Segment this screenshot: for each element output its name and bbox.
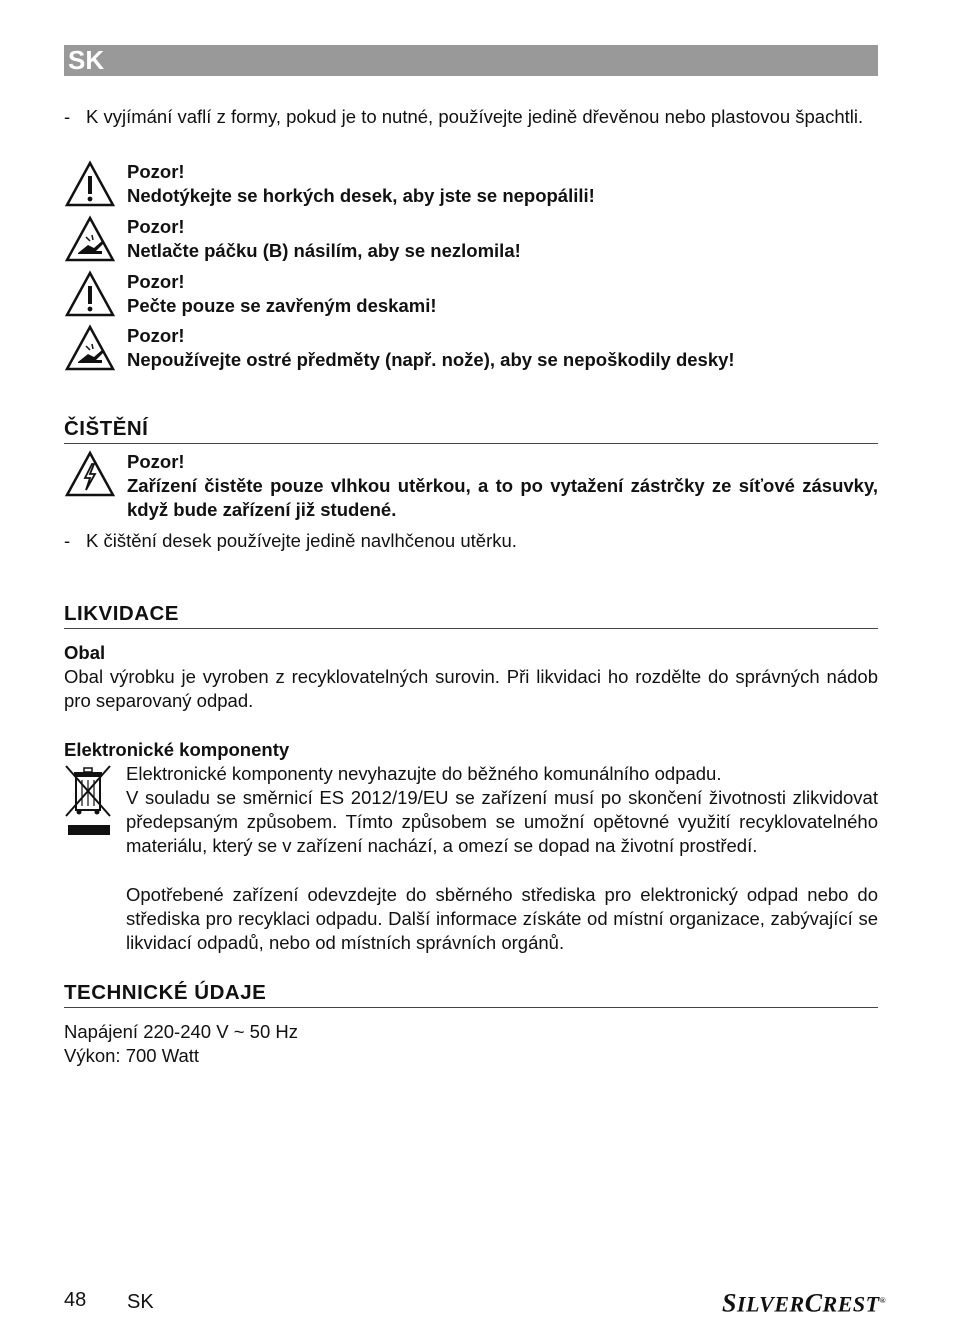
- warning-block-lever: [64, 215, 878, 263]
- tech-power-supply: Napájení 220-240 V ~ 50 Hz: [64, 1021, 298, 1042]
- packaging-text: Obal výrobku je vyroben z recyklovatelných surovin. Při likvidaci ho rozdělte do správných nádob pro separovaný odpad.: [64, 666, 878, 711]
- crossed-bin-icon: [64, 764, 112, 838]
- warning-triangle-icon: [64, 270, 116, 320]
- warning-block-sharp-objects: [64, 324, 878, 372]
- electronics-paragraph-3: Opotřebené zařízení odevzdejte do sběrného střediska pro elektronický odpad nebo do střediska pro recyklaci odpadu. Další informace získáte od místní organizace, zabývající se likvidací odpadů, nebo od místních správních orgánů.: [126, 884, 878, 953]
- brand-logo: SILVERCREST®: [722, 1288, 887, 1318]
- warning-block-hot-plates: [64, 160, 878, 208]
- electronics-heading: Elektronické komponenty: [64, 739, 290, 760]
- warning-title: Pozor!: [127, 271, 185, 292]
- electric-shock-warning-icon: [64, 450, 116, 500]
- intro-bullet: - K vyjímání vaflí z formy, pokud je to nutné, používejte jedině dřevěnou nebo plastovou špachtli.: [64, 106, 864, 127]
- warning-title: Pozor!: [127, 216, 185, 237]
- hand-crush-warning-icon: [64, 324, 116, 374]
- electronics-paragraph-2: V souladu se směrnicí ES 2012/19/EU se zařízení musí po skončení životnosti zlikvidovat předepsaným způsobem. Tímto způsobem se umožní opětovné využití recyklovatelného materiálu, který se v zařízení nachází, a omezí se dopad na životní prostředí.: [126, 787, 878, 856]
- warning-block-closed-plates: [64, 270, 878, 318]
- warning-text: Nedotýkejte se horkých desek, aby jste se nepopálili!: [127, 185, 595, 206]
- warning-triangle-icon: [64, 160, 116, 210]
- warning-block-cleaning: [64, 450, 878, 522]
- warning-title: Pozor!: [127, 451, 185, 472]
- packaging-heading: Obal: [64, 642, 106, 663]
- cleaning-bullet: - K čištění desek používejte jedině navlhčenou utěrku.: [64, 530, 517, 551]
- section-title-cleaning: ČIŠTĚNÍ: [64, 417, 878, 444]
- page-number: 48: [64, 1289, 87, 1311]
- language-header-bar: [64, 45, 878, 76]
- hand-crush-warning-icon: [64, 215, 116, 265]
- warning-text: Nepoužívejte ostré předměty (např. nože), aby se nepoškodily desky!: [127, 349, 735, 370]
- warning-text: Pečte pouze se zavřeným deskami!: [127, 295, 437, 316]
- warning-text: Netlačte páčku (B) násilím, aby se nezlomila!: [127, 240, 521, 261]
- warning-text: Zařízení čistěte pouze vlhkou utěrkou, a to po vytažení zástrčky ze síťové zásuvky, když bude zařízení již studené.: [127, 475, 878, 520]
- section-title-technical: TECHNICKÉ ÚDAJE: [64, 981, 878, 1008]
- warning-title: Pozor!: [127, 325, 185, 346]
- tech-power: Výkon: 700 Watt: [64, 1045, 200, 1066]
- section-title-disposal: LIKVIDACE: [64, 602, 878, 629]
- footer-language: SK: [127, 1291, 154, 1313]
- language-code: SK: [68, 45, 105, 75]
- electronics-paragraph-1: Elektronické komponenty nevyhazujte do běžného komunálního odpadu.: [126, 763, 722, 784]
- warning-title: Pozor!: [127, 161, 185, 182]
